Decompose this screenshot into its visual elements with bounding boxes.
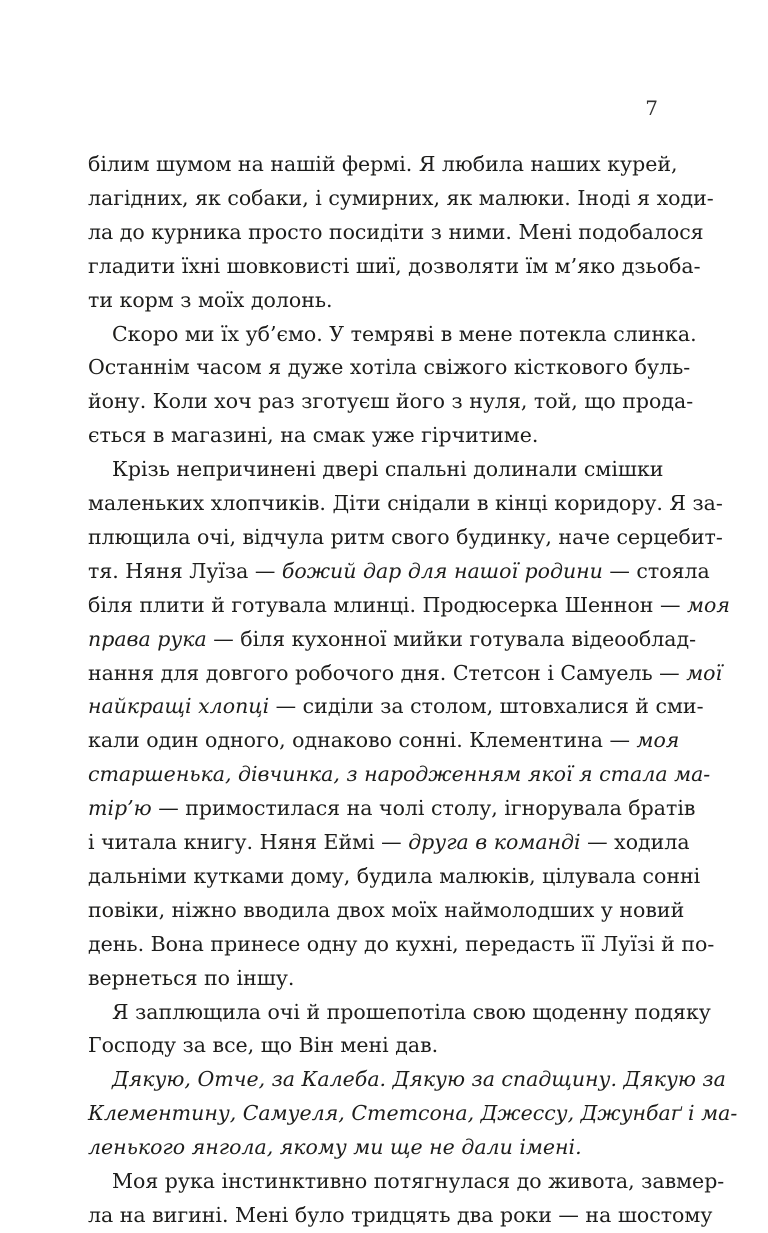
text-segment: біля плити й готувала млинці. Продюсерка Шеннон — bbox=[88, 592, 687, 617]
text-segment: — ходила bbox=[580, 830, 690, 854]
text-line bbox=[112, 453, 664, 487]
text-segment: ла до курника просто посидіти з ними. Мені подобалося bbox=[88, 219, 704, 244]
text-line bbox=[88, 1199, 713, 1233]
text-line bbox=[88, 623, 697, 657]
text-segment: дальніми кутками дому, будила малюків, цілувала сонні bbox=[88, 863, 701, 888]
text-segment: гладити їхні шовковисті шиї, дозволяти їм м’яко дзьоба- bbox=[88, 253, 701, 278]
italic-text: ленького янгола, якому ми ще не дали імені. bbox=[88, 1135, 582, 1160]
text-segment: йону. Коли хоч раз зготуєш його з нуля, той, що прода- bbox=[88, 389, 694, 414]
text-line bbox=[112, 1063, 726, 1097]
text-segment: повіки, ніжно вводила двох моїх наймолодших у новий bbox=[88, 897, 685, 922]
text-segment: Скоро ми їх уб’ємо. У темряві в мене потекла слинка. bbox=[112, 321, 697, 346]
italic-text: божий дар для нашої родини bbox=[281, 558, 603, 583]
text-segment: Останнім часом я дуже хотіла свіжого кісткового буль- bbox=[88, 355, 691, 380]
text-line bbox=[112, 996, 711, 1030]
italic-text: мої bbox=[686, 660, 723, 685]
text-segment: плющила очі, відчула ритм свого будинку, наче серцебит- bbox=[88, 524, 723, 549]
text-line bbox=[88, 724, 680, 758]
italic-text: друга в команді bbox=[408, 830, 581, 854]
text-line bbox=[88, 182, 714, 216]
italic-text: моя bbox=[636, 728, 680, 753]
text-segment: ється в магазині, на смак уже гірчитиме. bbox=[88, 423, 539, 448]
text-segment: Крізь непричинені двері спальні долинали смішки bbox=[112, 457, 664, 482]
italic-text: старшенька, дівчинка, з народженням якої я стала ма- bbox=[88, 762, 711, 787]
text-segment: ти корм з моїх долонь. bbox=[88, 287, 333, 312]
text-line bbox=[88, 419, 644, 453]
text-line bbox=[88, 894, 685, 928]
text-line bbox=[88, 589, 730, 623]
text-segment: тя. Няня Луїза — bbox=[88, 558, 282, 583]
text-segment: Я заплющила очі й прошепотіла свою щоденну подяку bbox=[112, 999, 711, 1024]
text-line bbox=[88, 657, 723, 691]
text-line bbox=[88, 1131, 644, 1165]
italic-text: моя bbox=[686, 592, 730, 617]
italic-text: Клементину, Самуеля, Стетсона, Джессу, Джунбаґ і ма- bbox=[88, 1101, 738, 1126]
text-line bbox=[88, 250, 701, 284]
text-line bbox=[88, 284, 644, 318]
text-line bbox=[88, 826, 690, 860]
text-line bbox=[88, 487, 723, 521]
italic-text: Дякую, Отче, за Калеба. Дякую за спадщину. Дякую за bbox=[112, 1067, 726, 1092]
text-line bbox=[88, 148, 678, 182]
text-segment: і читала книгу. Няня Еймі — bbox=[88, 830, 409, 854]
italic-text: найкращі хлопці bbox=[88, 694, 270, 719]
text-line bbox=[88, 216, 704, 250]
text-segment: день. Вона принесе одну до кухні, передасть її Луїзі й по- bbox=[88, 931, 715, 956]
text-segment: білим шумом на нашій фермі. Я любила наших курей, bbox=[88, 152, 678, 176]
text-segment: ла на вигині. Мені було тридцять два роки — на шостому bbox=[88, 1202, 713, 1227]
text-line bbox=[88, 521, 723, 555]
text-line bbox=[112, 1165, 725, 1199]
text-segment: кали один одного, однаково сонні. Клементина — bbox=[88, 728, 637, 753]
text-line bbox=[88, 928, 715, 962]
italic-text: права рука bbox=[88, 626, 207, 651]
text-line bbox=[88, 385, 694, 419]
text-line bbox=[112, 318, 697, 352]
text-line bbox=[88, 962, 644, 996]
text-segment: Моя рука інстинктивно потягнулася до живота, завмер- bbox=[112, 1169, 725, 1193]
text-segment: нання для довгого робочого дня. Стетсон і Самуель — bbox=[88, 660, 687, 685]
text-segment: вернеться по іншу. bbox=[88, 965, 295, 990]
italic-text: тір’ю bbox=[88, 796, 152, 821]
text-segment: маленьких хлопчиків. Діти снідали в кінці коридору. Я за- bbox=[88, 491, 723, 515]
text-segment: — сиділи за столом, штовхалися й сми- bbox=[269, 694, 704, 719]
text-segment: — примостилася на чолі столу, ігнорувала братів bbox=[151, 796, 696, 821]
text-line bbox=[88, 1029, 644, 1063]
text-line bbox=[88, 860, 701, 894]
text-line bbox=[88, 792, 696, 826]
text-line bbox=[88, 1097, 738, 1131]
text-segment: лагідних, як собаки, і сумирних, як малюки. Іноді я ходи- bbox=[88, 185, 714, 210]
page-number: 7 bbox=[645, 96, 658, 120]
text-segment: — біля кухонної мийки готувала відеооблад- bbox=[206, 626, 697, 651]
text-segment: — стояла bbox=[602, 558, 710, 583]
text-segment: Господу за все, що Він мені дав. bbox=[88, 1033, 439, 1058]
text-line bbox=[88, 351, 691, 385]
text-line bbox=[88, 758, 711, 792]
text-line bbox=[88, 555, 710, 589]
text-line bbox=[88, 690, 704, 724]
